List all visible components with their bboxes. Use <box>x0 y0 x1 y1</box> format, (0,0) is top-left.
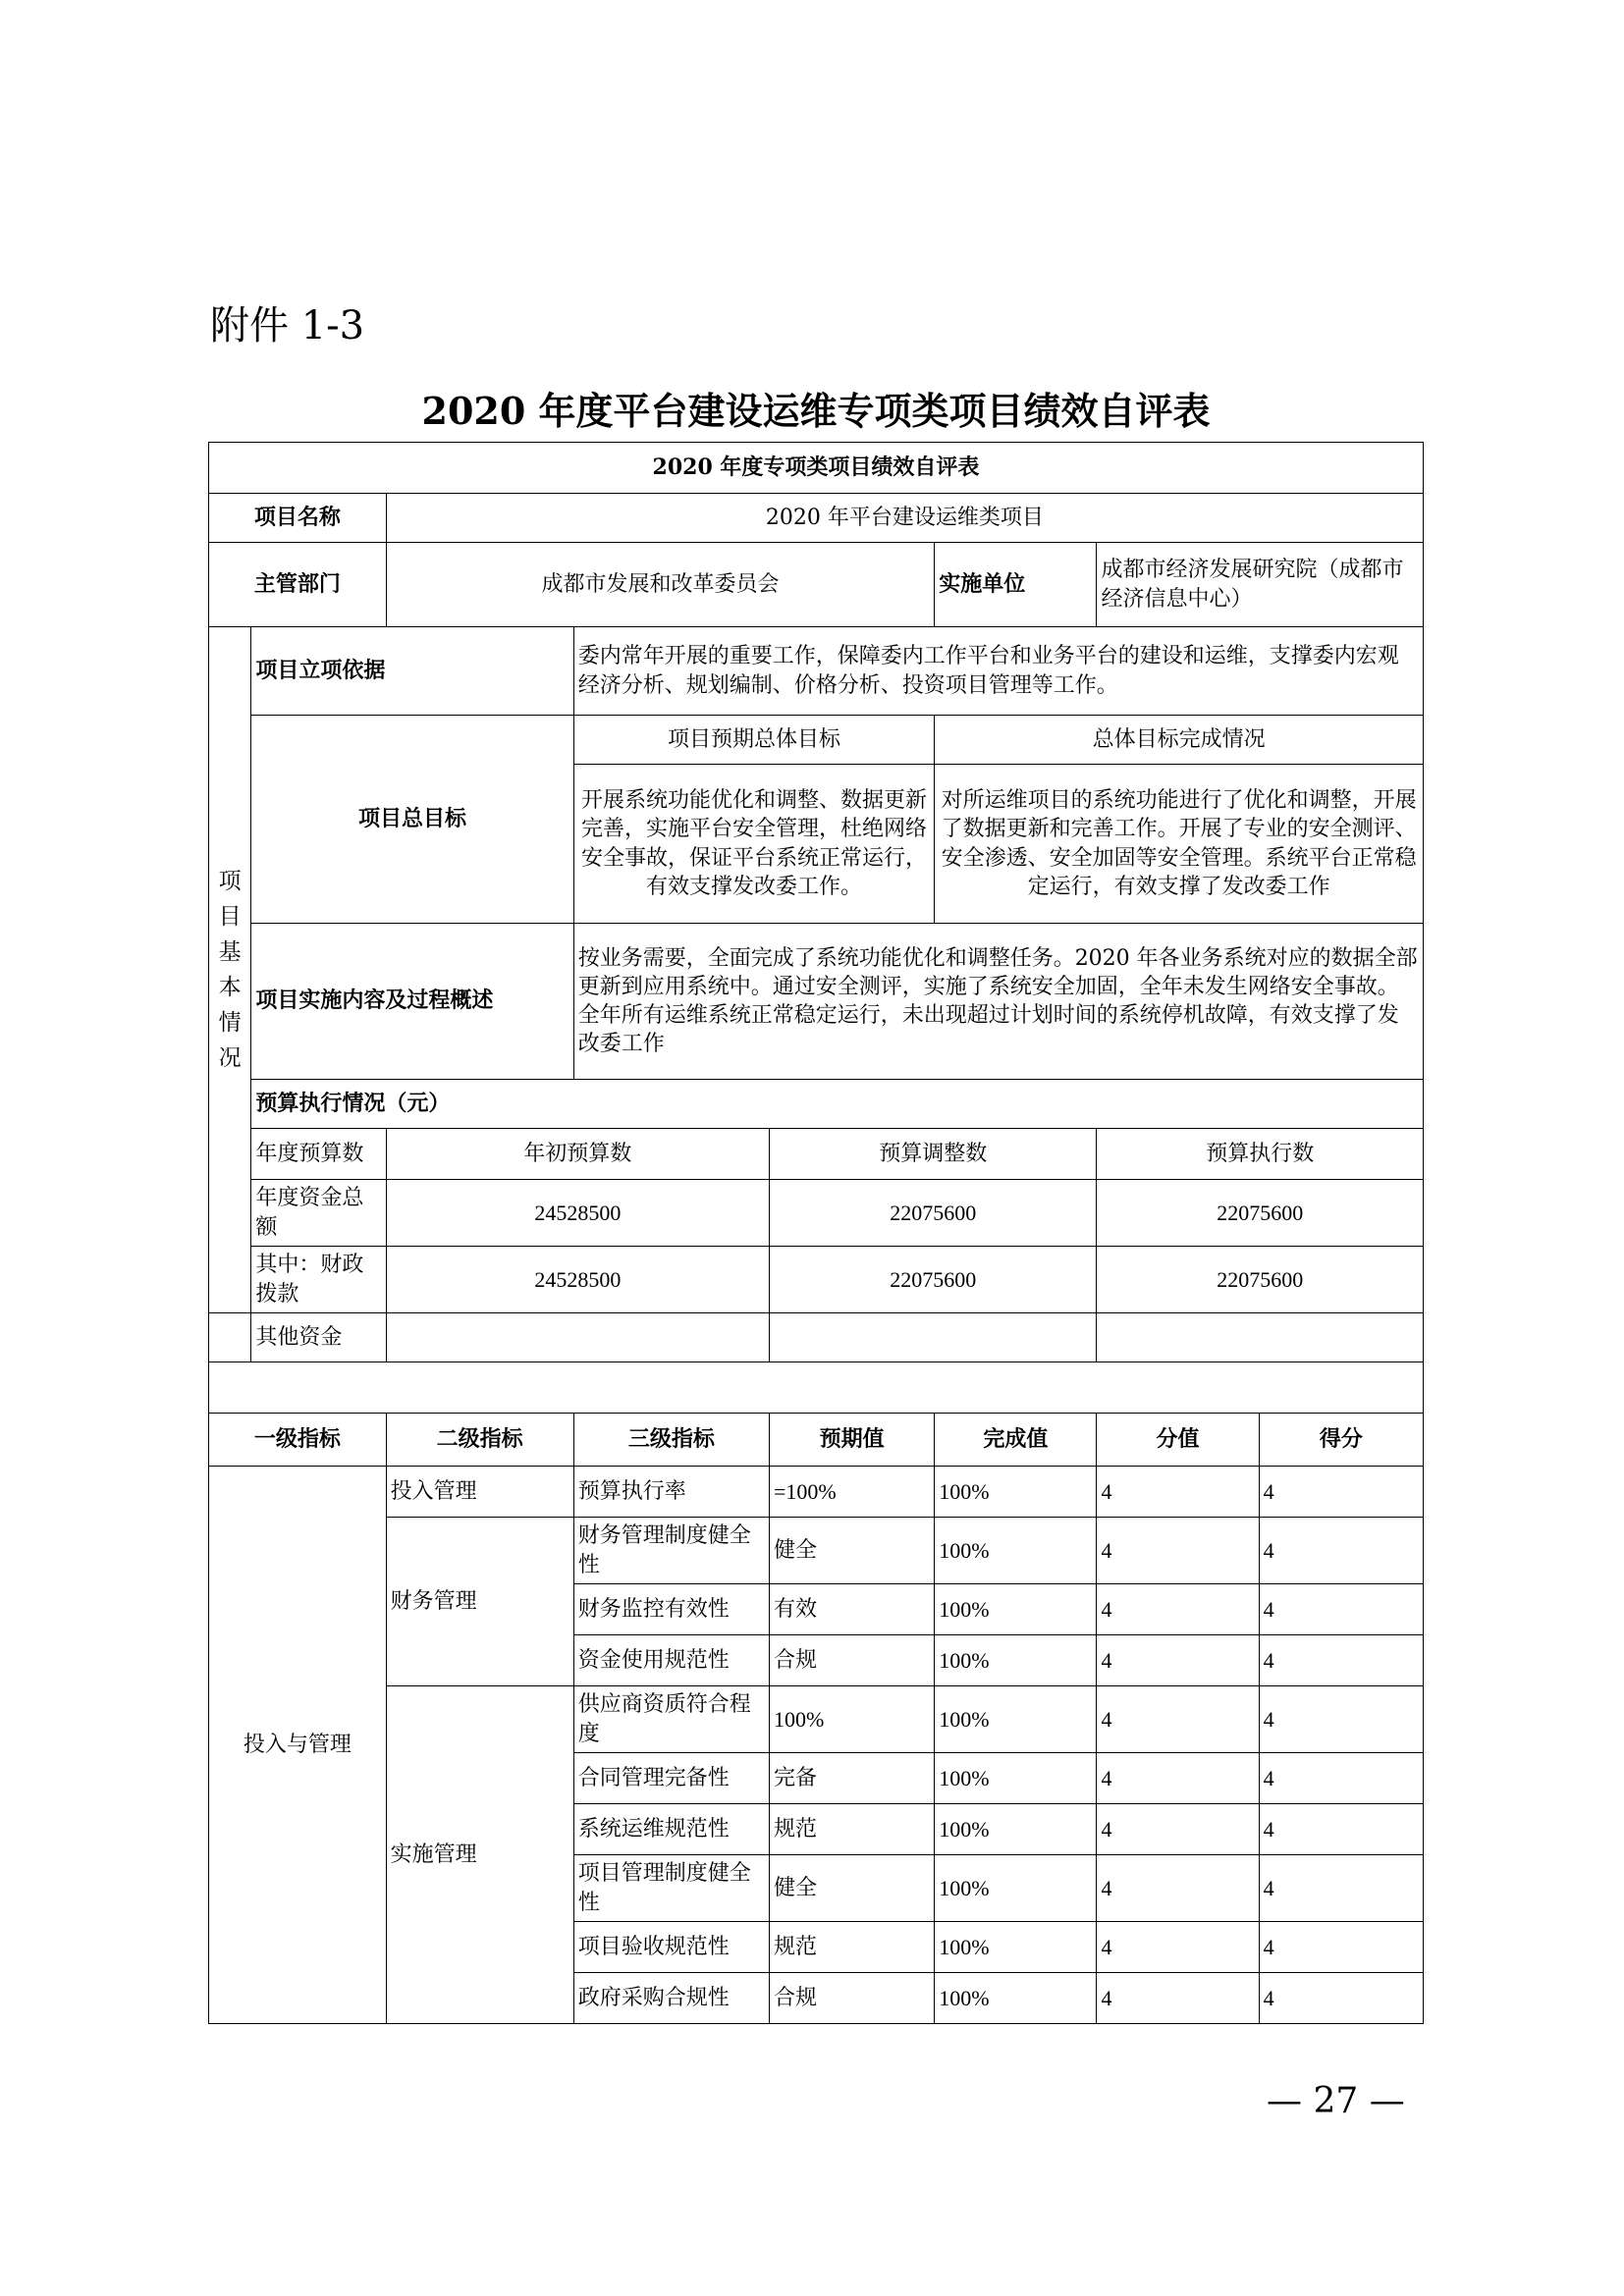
indicator-actual: 100% <box>935 1922 1097 1973</box>
goal-done-header: 总体目标完成情况 <box>935 716 1424 765</box>
table-row <box>209 1467 1424 1518</box>
indicator-name: 财务管理制度健全性 <box>573 1518 769 1584</box>
indicator-expected: 有效 <box>769 1584 934 1635</box>
indicator-score: 4 <box>1097 1584 1259 1635</box>
page-number: — 27 — <box>1267 2081 1405 2121</box>
budget-executed: 22075600 <box>1097 1180 1424 1247</box>
budget-row-label: 年度资金总额 <box>251 1180 386 1247</box>
indicator-name: 资金使用规范性 <box>573 1635 769 1686</box>
indicator-got: 4 <box>1259 1753 1423 1804</box>
budget-executed: 22075600 <box>1097 1247 1424 1313</box>
indicator-actual: 100% <box>935 1467 1097 1518</box>
indicator-got: 4 <box>1259 1584 1423 1635</box>
basic-info-label <box>209 627 251 1313</box>
indicator-expected: 合规 <box>769 1635 934 1686</box>
table-row <box>209 1313 1424 1362</box>
indicator-score: 4 <box>1097 1804 1259 1855</box>
table-row <box>209 1180 1424 1247</box>
indicator-expected: 规范 <box>769 1804 934 1855</box>
col-level2: 二级指标 <box>386 1414 573 1467</box>
indicator-score: 4 <box>1097 1686 1259 1753</box>
evaluation-table <box>208 442 1424 2024</box>
process-text: 按业务需要，全面完成了系统功能优化和调整任务。2020 年各业务系统对应的数据全部更新到应用系统中。通过安全测评，实施了系统安全加固，全年未发生网络安全事故。全年所有运维系统正常稳定运行，未出现超过计划时间的系统停机故障，有效支撑了发改委工作 <box>573 924 1423 1080</box>
indicator-expected: 完备 <box>769 1753 934 1804</box>
indicator-got: 4 <box>1259 1804 1423 1855</box>
process-label: 项目实施内容及过程概述 <box>251 924 573 1080</box>
goal-expected-header: 项目预期总体目标 <box>573 716 935 765</box>
attachment-label: 附件 1-3 <box>210 303 365 348</box>
indicator-got: 4 <box>1259 1855 1423 1922</box>
table-row <box>209 1686 1424 1753</box>
indicator-got: 4 <box>1259 1518 1423 1584</box>
table-header: 2020 年度专项类项目绩效自评表 <box>209 443 1424 494</box>
indicator-name: 合同管理完备性 <box>573 1753 769 1804</box>
indicator-actual: 100% <box>935 1635 1097 1686</box>
col-got: 得分 <box>1259 1414 1423 1467</box>
indicator-actual: 100% <box>935 1804 1097 1855</box>
level1-cell: 投入与管理 <box>209 1467 387 2024</box>
table-row <box>209 1247 1424 1313</box>
indicator-got: 4 <box>1259 1686 1423 1753</box>
indicator-actual: 100% <box>935 1973 1097 2024</box>
indicator-actual: 100% <box>935 1686 1097 1753</box>
level2-cell: 投入管理 <box>386 1467 573 1518</box>
budget-adjusted <box>769 1313 1097 1362</box>
indicator-score: 4 <box>1097 1753 1259 1804</box>
project-name-label: 项目名称 <box>209 494 387 543</box>
col-actual: 完成值 <box>935 1414 1097 1467</box>
indicator-got: 4 <box>1259 1467 1423 1518</box>
vertical-label-char: 基 <box>218 939 242 965</box>
vertical-label-char: 本 <box>218 975 242 1000</box>
vertical-label-char: 况 <box>218 1045 242 1071</box>
col-level1: 一级指标 <box>209 1414 387 1467</box>
budget-initial <box>386 1313 769 1362</box>
empty-cell <box>209 1313 251 1362</box>
indicator-expected: =100% <box>769 1467 934 1518</box>
goal-expected-text: 开展系统功能优化和调整、数据更新完善，实施平台安全管理，杜绝网络安全事故，保证平台系统正常运行，有效支撑发改委工作。 <box>573 765 935 924</box>
vertical-label-char: 目 <box>218 904 242 930</box>
budget-adjusted: 22075600 <box>769 1247 1097 1313</box>
basis-text: 委内常年开展的重要工作，保障委内工作平台和业务平台的建设和运维，支撑委内宏观经济分析、规划编制、价格分析、投资项目管理等工作。 <box>573 627 1423 716</box>
budget-executed <box>1097 1313 1424 1362</box>
col-score: 分值 <box>1097 1414 1259 1467</box>
dept-label: 主管部门 <box>209 543 387 627</box>
indicator-name: 项目管理制度健全性 <box>573 1855 769 1922</box>
budget-adjusted: 22075600 <box>769 1180 1097 1247</box>
vertical-label-char: 项 <box>218 869 242 894</box>
indicator-expected: 健全 <box>769 1855 934 1922</box>
indicator-name: 系统运维规范性 <box>573 1804 769 1855</box>
budget-label: 预算执行情况（元） <box>251 1080 1424 1129</box>
col-level3: 三级指标 <box>573 1414 769 1467</box>
indicator-score: 4 <box>1097 1855 1259 1922</box>
indicator-name: 供应商资质符合程度 <box>573 1686 769 1753</box>
budget-header-annual: 年度预算数 <box>251 1129 386 1180</box>
budget-header-adjusted: 预算调整数 <box>769 1129 1097 1180</box>
indicator-header-row <box>209 1414 1424 1467</box>
indicator-score: 4 <box>1097 1467 1259 1518</box>
indicator-name: 项目验收规范性 <box>573 1922 769 1973</box>
indicator-expected: 规范 <box>769 1922 934 1973</box>
project-name-value: 2020 年平台建设运维类项目 <box>386 494 1423 543</box>
level2-cell: 财务管理 <box>386 1518 573 1686</box>
goal-label: 项目总目标 <box>251 716 573 924</box>
vertical-label-char: 情 <box>218 1010 242 1036</box>
indicator-name: 预算执行率 <box>573 1467 769 1518</box>
indicator-got: 4 <box>1259 1922 1423 1973</box>
page-title: 2020 年度平台建设运维专项类项目绩效自评表 <box>421 389 1211 433</box>
indicator-got: 4 <box>1259 1635 1423 1686</box>
spacer-row <box>209 1362 1424 1414</box>
indicator-actual: 100% <box>935 1753 1097 1804</box>
indicator-score: 4 <box>1097 1518 1259 1584</box>
indicator-expected: 100% <box>769 1686 934 1753</box>
indicator-name: 政府采购合规性 <box>573 1973 769 2024</box>
indicator-score: 4 <box>1097 1635 1259 1686</box>
indicator-score: 4 <box>1097 1922 1259 1973</box>
indicator-actual: 100% <box>935 1855 1097 1922</box>
budget-header-initial: 年初预算数 <box>386 1129 769 1180</box>
indicator-actual: 100% <box>935 1518 1097 1584</box>
budget-initial: 24528500 <box>386 1247 769 1313</box>
col-expected: 预期值 <box>769 1414 934 1467</box>
basis-label: 项目立项依据 <box>251 627 573 716</box>
budget-row-label: 其中：财政拨款 <box>251 1247 386 1313</box>
indicator-actual: 100% <box>935 1584 1097 1635</box>
indicator-name: 财务监控有效性 <box>573 1584 769 1635</box>
table-row <box>209 1518 1424 1584</box>
goal-done-text: 对所运维项目的系统功能进行了优化和调整，开展了数据更新和完善工作。开展了专业的安全测评、安全渗透、安全加固等安全管理。系统平台正常稳定运行，有效支撑了发改委工作 <box>935 765 1424 924</box>
budget-row-label: 其他资金 <box>251 1313 386 1362</box>
indicator-got: 4 <box>1259 1973 1423 2024</box>
impl-label: 实施单位 <box>935 543 1097 627</box>
impl-value: 成都市经济发展研究院（成都市经济信息中心） <box>1097 543 1424 627</box>
dept-value: 成都市发展和改革委员会 <box>386 543 935 627</box>
level2-cell: 实施管理 <box>386 1686 573 2024</box>
indicator-score: 4 <box>1097 1973 1259 2024</box>
budget-initial: 24528500 <box>386 1180 769 1247</box>
indicator-expected: 合规 <box>769 1973 934 2024</box>
indicator-expected: 健全 <box>769 1518 934 1584</box>
budget-header-executed: 预算执行数 <box>1097 1129 1424 1180</box>
